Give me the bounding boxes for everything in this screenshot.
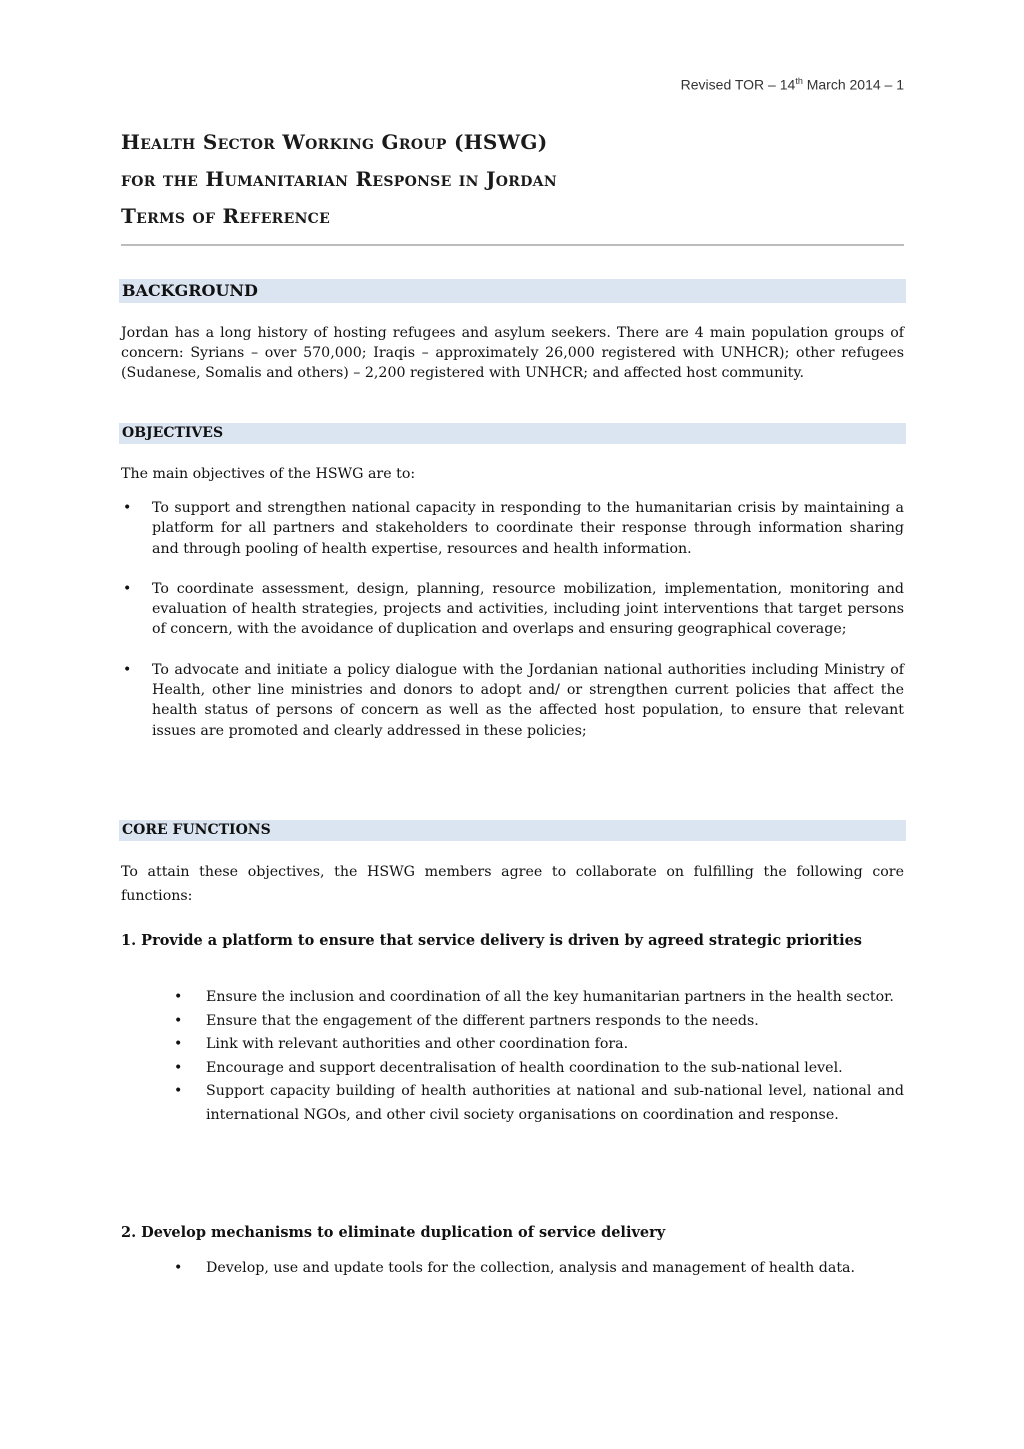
document-title (121, 124, 904, 235)
bullet-icon: • (123, 661, 132, 678)
title-line-3: Terms of Reference (121, 204, 331, 228)
list-item-text: Link with relevant authorities and other coordination fora. (206, 1036, 629, 1052)
bullet-icon: • (174, 1012, 183, 1029)
title-divider (121, 244, 904, 246)
list-item-text: Ensure the inclusion and coordination of all the key humanitarian partners in the health sector. (206, 989, 894, 1005)
bullet-icon: • (123, 580, 132, 597)
bullet-icon: • (174, 1059, 183, 1076)
list-item (174, 1033, 904, 1057)
objectives-heading: OBJECTIVES (119, 423, 906, 444)
list-item (174, 1057, 904, 1081)
revision-sup: th (795, 76, 803, 86)
background-heading: BACKGROUND (119, 279, 906, 303)
function-1-heading: 1. Provide a platform to ensure that service delivery is driven by agreed strategic priorities (121, 932, 862, 949)
core-functions-heading: CORE FUNCTIONS (119, 820, 906, 841)
list-item (174, 1257, 904, 1281)
bullet-icon: • (174, 1083, 183, 1099)
function-2-heading: 2. Develop mechanisms to eliminate duplication of service delivery (121, 1224, 666, 1241)
list-item-text: To support and strengthen national capacity in responding to the humanitarian crisis by maintaining a platform for all partners and stakeholders to coordinate their response through information sharing and through pooling of health expertise, resources and health information. (152, 500, 904, 557)
core-functions-intro: To attain these objectives, the HSWG members agree to collaborate on fulfilling the following core functions: (121, 864, 904, 904)
list-item (174, 1010, 904, 1034)
bullet-icon: • (174, 1036, 183, 1052)
revision-suffix: March 2014 – 1 (802, 76, 904, 93)
bullet-icon: • (174, 1260, 183, 1276)
list-item (121, 660, 904, 741)
list-item (121, 498, 904, 559)
revision-note (681, 76, 904, 93)
objectives-list (121, 498, 904, 741)
function-1-list (174, 986, 904, 1127)
title-line-2: for the Humanitarian Response in Jordan (121, 167, 557, 191)
bullet-icon: • (174, 989, 183, 1005)
list-item (121, 579, 904, 640)
list-item-text: To coordinate assessment, design, planning, resource mobilization, implementation, monitoring and evaluation of health strategies, projects and activities, including joint interventions that target persons of concern, with the avoidance of duplication and overlaps and ensuring geographical coverage; (152, 580, 904, 638)
list-item-text: Encourage and support decentralisation of health coordination to the sub-national level. (206, 1059, 843, 1076)
list-item-text: To advocate and initiate a policy dialogue with the Jordanian national authorities including Ministry of Health, other line ministries and donors to adopt and/ or strengthen current policies that affect the health status of persons of concern as well as the affected host population, to ensure that relevant issues are promoted and clearly addressed in these policies; (152, 661, 904, 739)
objectives-intro: The main objectives of the HSWG are to: (121, 466, 416, 482)
list-item-text: Develop, use and update tools for the collection, analysis and management of health data. (206, 1260, 856, 1276)
revision-prefix: Revised TOR – 14 (680, 76, 796, 93)
title-line-1: Health Sector Working Group (HSWG) (121, 130, 548, 154)
background-text: Jordan has a long history of hosting refugees and asylum seekers. There are 4 main population groups of concern: Syrians – over 570,000; Iraqis – approximately 26,000 registered with UNHCR); other refugees (Sudanese, Somalis and others) – 2,200 registered with UNHCR; and affected host community. (121, 325, 904, 381)
list-item-text: Ensure that the engagement of the different partners responds to the needs. (206, 1012, 759, 1029)
list-item (174, 986, 904, 1010)
bullet-icon: • (123, 500, 132, 516)
function-2-list (174, 1257, 904, 1281)
list-item (174, 1080, 904, 1127)
list-item-text: Support capacity building of health authorities at national and sub-national level, national and international NGOs, and other civil society organisations on coordination and response. (206, 1083, 904, 1123)
